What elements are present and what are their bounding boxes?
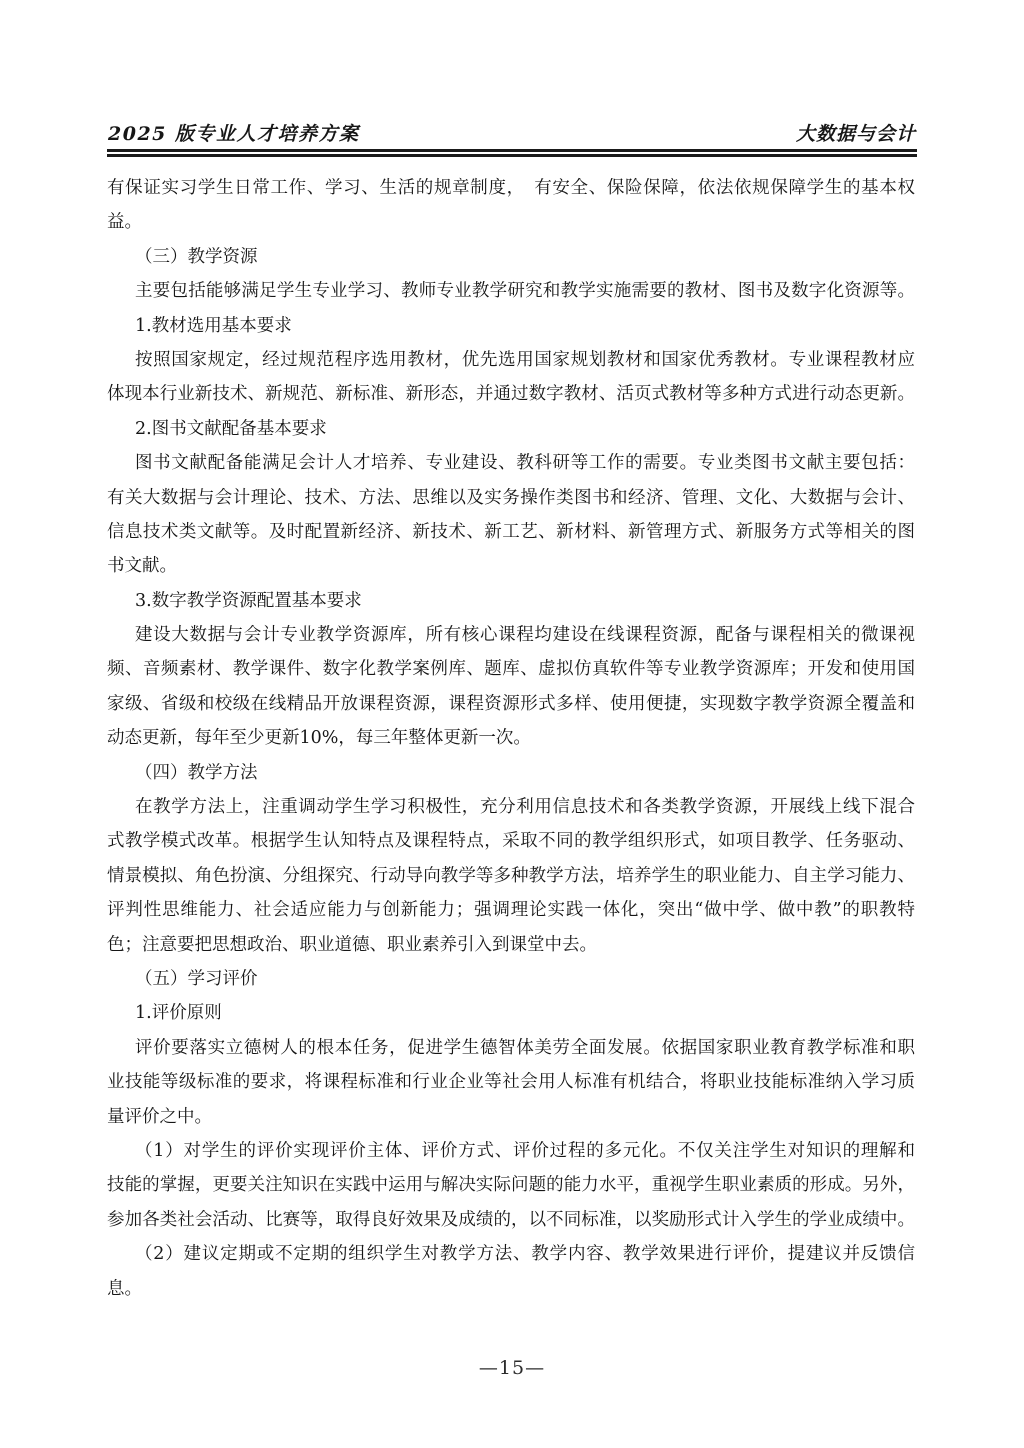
text-line: 按照国家规定，经过规范程序选用教材，优先选用国家规划教材和国家优秀教材。专业课程教材应 [135,349,915,370]
text-line: 情景模拟、角色扮演、分组探究、行动导向教学等多种教学方法，培养学生的职业能力、自主学习能力、 [107,865,915,886]
text-line: （1）对学生的评价实现评价主体、评价方式、评价过程的多元化。不仅关注学生对知识的理解和 [135,1140,915,1161]
text-line: 主要包括能够满足学生专业学习、教师专业教学研究和教学实施需要的教材、图书及数字化资源等。 [135,281,915,302]
text-line: 在教学方法上，注重调动学生学习积极性，充分利用信息技术和各类教学资源，开展线上线下混合 [135,797,915,818]
text-line: 1.评价原则 [135,1003,222,1024]
header-rule [107,149,917,157]
text-line: 建设大数据与会计专业教学资源库，所有核心课程均建设在线课程资源，配备与课程相关的微课视 [135,625,915,646]
page-footer [0,1352,1024,1384]
header-right-title: 大数据与会计 [795,123,916,145]
text-line: 动态更新，每年至少更新10%，每三年整体更新一次。 [107,728,531,749]
text-line: 3.数字教学资源配置基本要求 [135,590,362,611]
text-line: （五）学习评价 [135,968,258,989]
text-line: 技能的掌握，更要关注知识在实践中运用与解决实际问题的能力水平，重视学生职业素质的形成。另外， [107,1175,915,1196]
text-line: （2）建议定期或不定期的组织学生对教学方法、教学内容、教学效果进行评价，提建议并反馈信 [135,1244,915,1265]
text-line: 量评价之中。 [107,1106,212,1127]
text-line: 信息技术类文献等。及时配置新经济、新技术、新工艺、新材料、新管理方式、新服务方式等相关的图 [107,521,915,542]
text-line: 色；注意要把思想政治、职业道德、职业素养引入到课堂中去。 [107,934,597,955]
header-left-title: 2025 版专业人才培养方案 [108,123,360,145]
text-line: 益。 [107,212,142,233]
text-line: 图书文献配备能满足会计人才培养、专业建设、教科研等工作的需要。专业类图书文献主要包括： [135,453,915,474]
text-line: 息。 [107,1278,142,1299]
text-line: （三）教学资源 [135,246,258,267]
text-line: 家级、省级和校级在线精品开放课程资源，课程资源形式多样、使用便捷，实现数字教学资源全覆盖和 [107,693,915,714]
text-line: 评价要落实立德树人的根本任务，促进学生德智体美劳全面发展。依据国家职业教育教学标准和职 [135,1037,915,1058]
text-line: （四）教学方法 [135,762,258,783]
text-line: 1.教材选用基本要求 [135,315,292,336]
text-line: 体现本行业新技术、新规范、新标准、新形态，并通过数字教材、活页式教材等多种方式进行动态更新。 [107,384,915,405]
text-line: 参加各类社会活动、比赛等，取得良好效果及成绩的，以不同标准，以奖励形式计入学生的学业成绩中。 [107,1209,915,1230]
text-line: 2.图书文献配备基本要求 [135,418,327,439]
text-line: 有关大数据与会计理论、技术、方法、思维以及实务操作类图书和经济、管理、文化、大数据与会计、 [107,487,915,508]
page-number: —15— [478,1357,546,1379]
text-line: 业技能等级标准的要求，将课程标准和行业企业等社会用人标准有机结合，将职业技能标准纳入学习质 [107,1072,915,1093]
text-line: 书文献。 [107,556,177,577]
document-body [107,171,915,1306]
text-line: 频、音频素材、教学课件、数字化教学案例库、题库、虚拟仿真软件等专业教学资源库；开发和使用国 [107,659,915,680]
text-line: 式教学模式改革。根据学生认知特点及课程特点，采取不同的教学组织形式，如项目教学、任务驱动、 [107,831,915,852]
text-line: 评判性思维能力、社会适应能力与创新能力；强调理论实践一体化，突出“做中学、做中教”的职教特 [107,900,915,921]
text-line: 有保证实习学生日常工作、学习、生活的规章制度， 有安全、保险保障，依法依规保障学生的基本权 [107,178,915,198]
